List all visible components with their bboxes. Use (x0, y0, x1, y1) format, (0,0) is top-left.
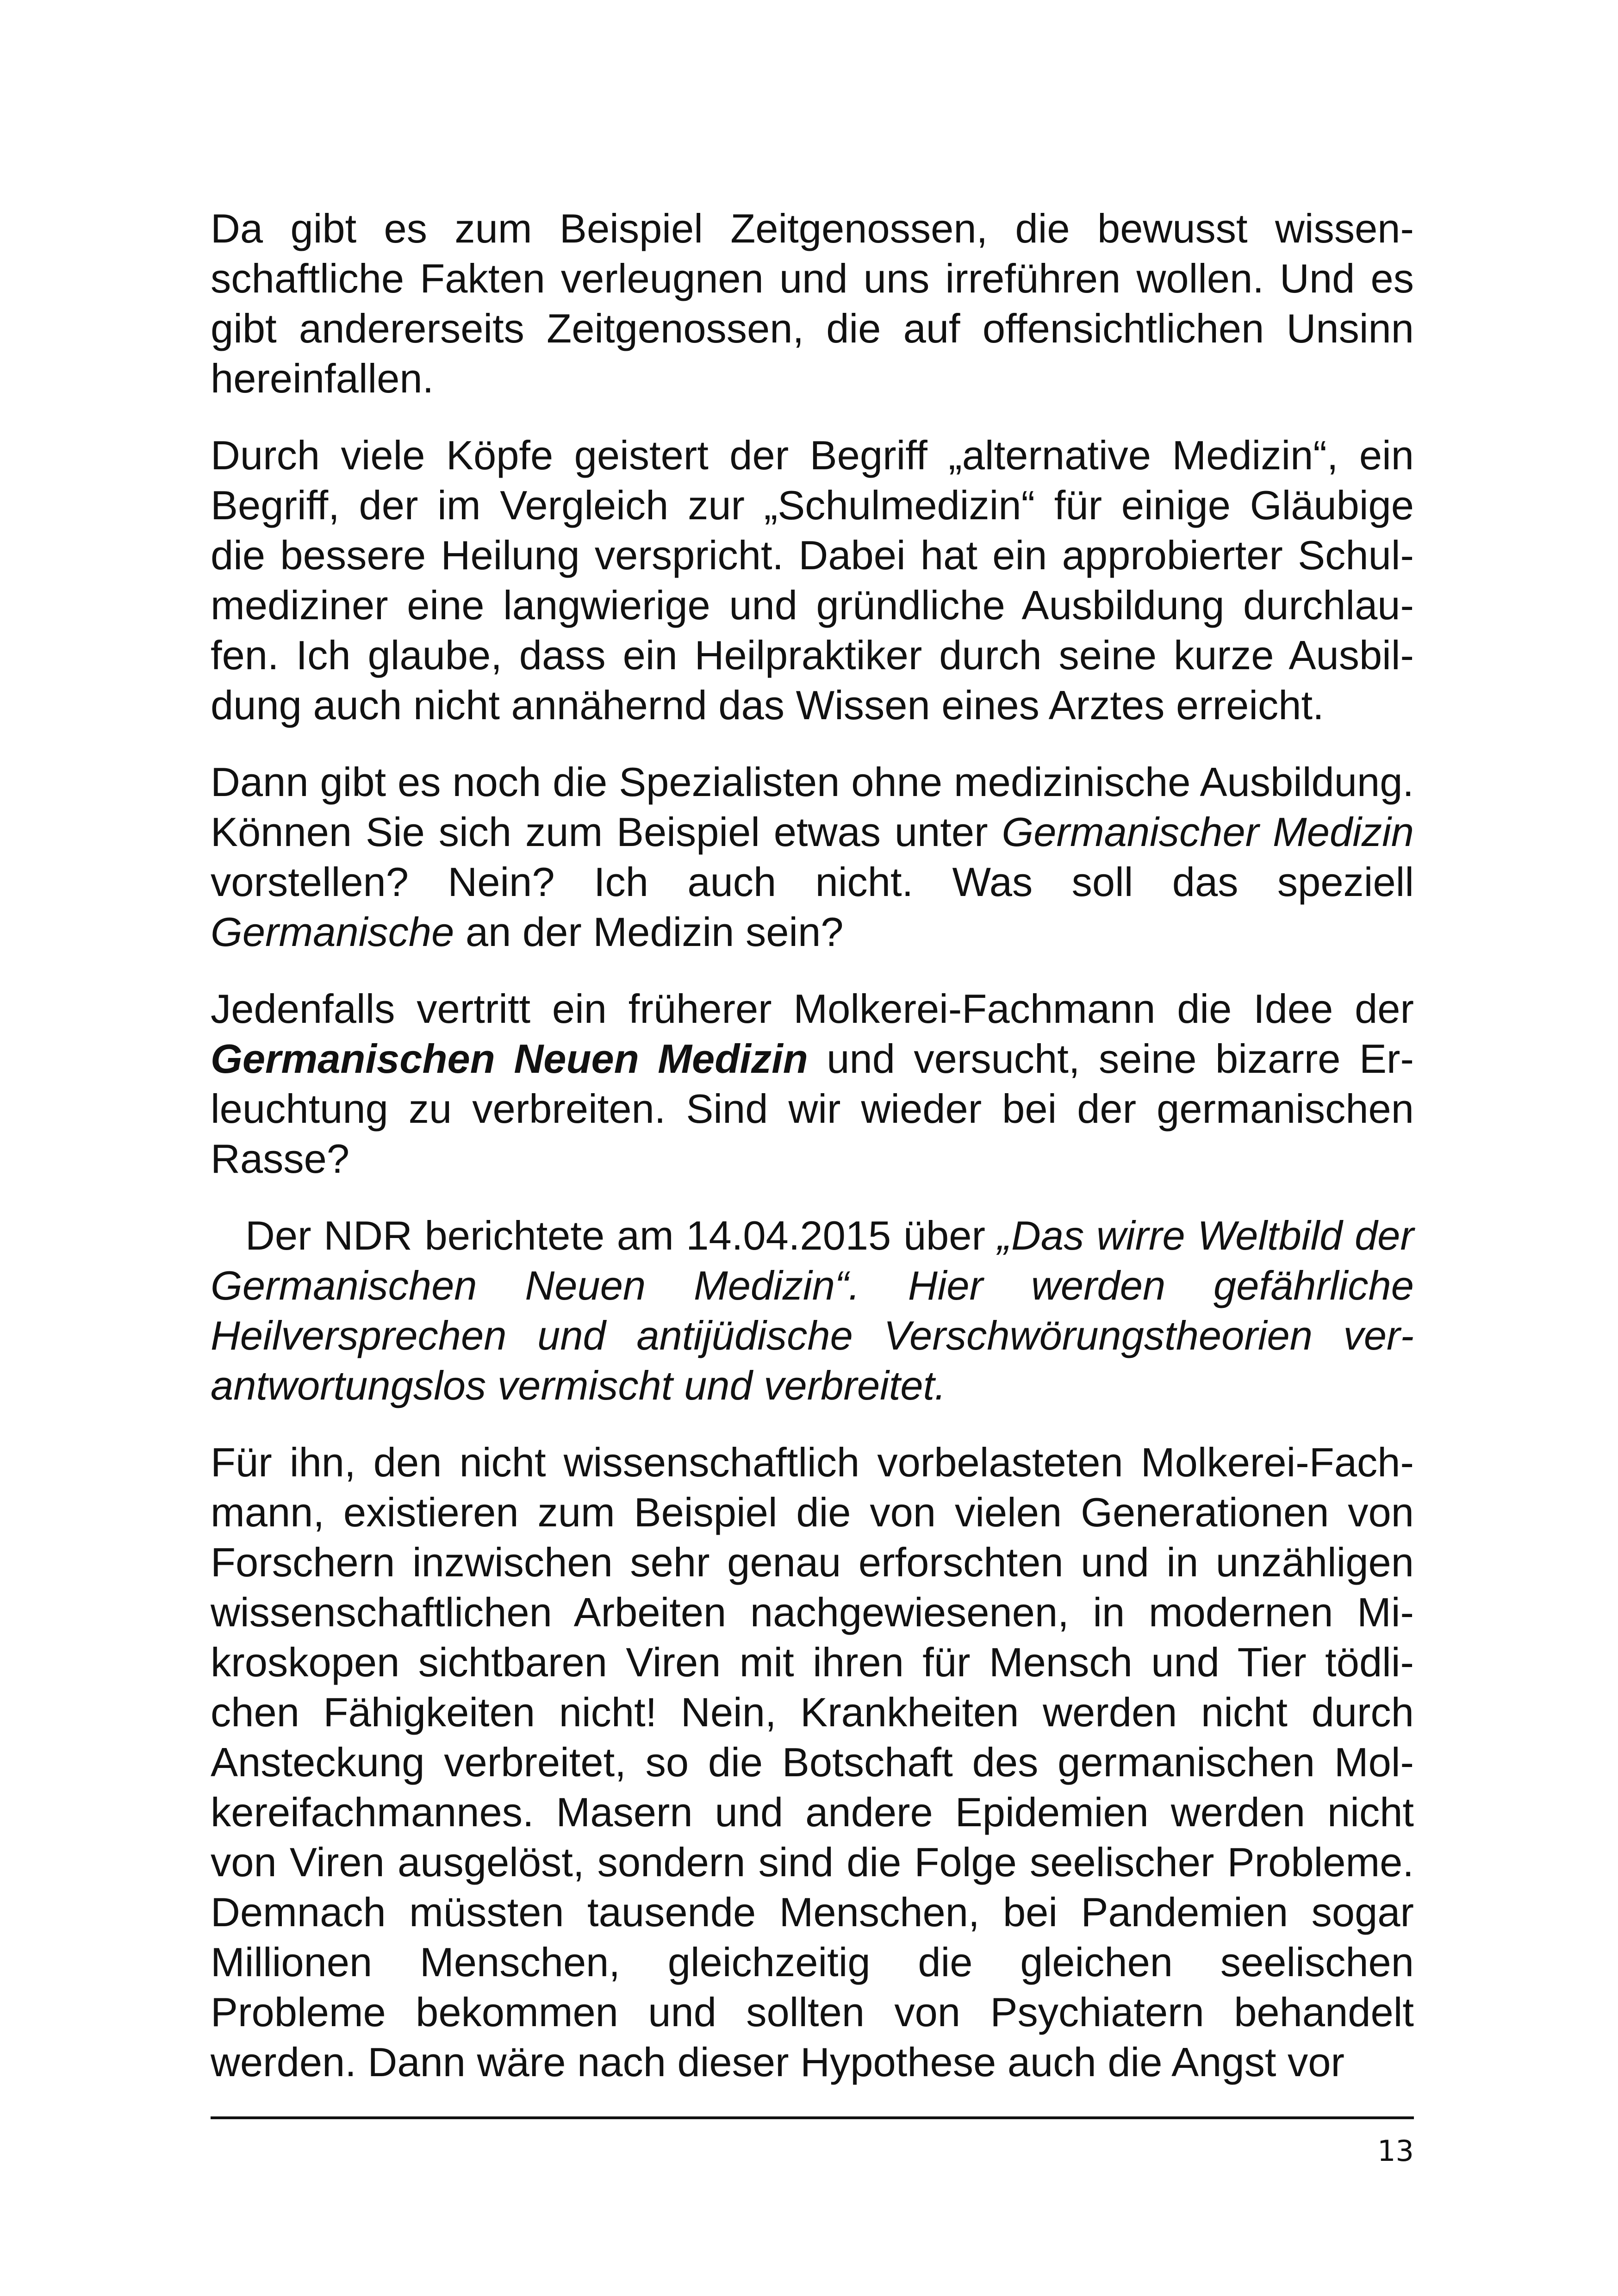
paragraph-3-run-3: vorstellen? Nein? Ich auch nicht. Was soll das speziell (211, 859, 1414, 905)
paragraph-3-run-5: an der Medizin sein? (454, 909, 844, 955)
paragraph-2-text: Durch viele Köpfe geistert der Begriff „alternative Medizin“, ein Begriff, der im Vergleich zur „Schulmedizin“ für einige Gläubige die bessere Heilung verspricht. Dabei hat ein approbierter Schulmediziner eine langwierige und gründliche Ausbildung durchlaufen. Ich glaube, dass ein Heilpraktiker durch seine kurze Ausbildung auch nicht annähernd das Wissen eines Arztes erreicht. (211, 432, 1414, 728)
paragraph-4-run-3: und versucht, seine bizarre Erleuchtung zu verbreiten. Sind wir wieder bei der germanischen Rasse? (211, 1036, 1414, 1182)
paragraph-5-run-1: Der NDR berichtete am 14.04.2015 über (245, 1213, 998, 1258)
paragraph-1-text: Da gibt es zum Beispiel Zeitgenossen, die bewusst wissenschaftliche Fakten verleugnen und uns irreführen wollen. Und es gibt andererseits Zeitgenossen, die auf offensichtlichen Unsinn hereinfallen. (211, 205, 1414, 401)
paragraph-4 (211, 984, 1414, 1184)
footer-divider (211, 2116, 1414, 2119)
paragraph-1 (211, 204, 1414, 404)
paragraph-3-emphasis-germanische: Germanische (211, 909, 454, 955)
paragraph-5-quoted-report: „Das wirre Weltbild der Germanischen Neuen Medizin“. Hier werden gefährliche Heilversprechen und antijüdische Verschwörungstheorien verantwortungslos vermischt und verbreitet. (211, 1213, 1414, 1408)
paragraph-6 (211, 1437, 1414, 2087)
paragraph-3-emphasis-germanischer-medizin: Germanischer Medizin (1002, 809, 1414, 855)
paragraph-3 (211, 757, 1414, 957)
paragraph-6-text: Für ihn, den nicht wissenschaftlich vorbelasteten Molkerei-Fachmann, existieren zum Beispiel die von vielen Generationen von Forschern inzwischen sehr genau erforschten und in unzähligen wissenschaftlichen Arbeiten nachgewiesenen, in modernen Mikroskopen sichtbaren Viren mit ihren für Mensch und Tier tödlichen Fähigkeiten nicht! Nein, Krankheiten werden nicht durch Ansteckung verbreitet, so die Botschaft des germanischen Molkereifachmannes. Masern und andere Epidemien werden nicht von Viren ausgelöst, sondern sind die Folge seelischer Probleme. Demnach müssten tausende Menschen, bei Pandemien sogar Millionen Menschen, gleichzeitig die gleichen seelischen Probleme bekommen und sollten von Psychiatern behandelt werden. Dann wäre nach dieser Hypothese auch die Angst vor (211, 1439, 1414, 2085)
paragraph-4-emphasis-germanischen-neuen-medizin: Germanischen Neuen Medizin (211, 1036, 808, 1082)
paragraph-4-run-1: Jedenfalls vertritt ein früherer Molkerei-Fachmann die Idee der (211, 986, 1414, 1032)
paragraph-3-run-1: Dann gibt es noch die Spezialisten ohne medizinische Ausbildung. Können Sie sich zum Beispiel etwas unter (211, 759, 1414, 855)
page-number: 13 (1377, 2134, 1414, 2168)
paragraph-2 (211, 430, 1414, 730)
page-body (211, 204, 1414, 2114)
paragraph-5-quote (211, 1211, 1414, 1411)
